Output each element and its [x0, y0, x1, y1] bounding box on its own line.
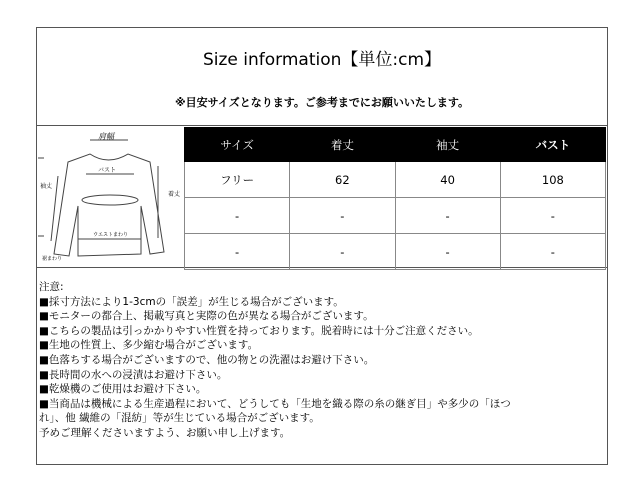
bust-label: バスト [98, 167, 117, 174]
table-cell: - [395, 198, 500, 234]
length-label: 着丈 [168, 191, 181, 198]
note-item: ■採寸方法により1-3cmの「誤差」が生じる場合がございます。 [39, 295, 344, 308]
notes-heading: 注意: [39, 281, 64, 293]
note-item: れ」、他 繊維の「混紡」等が生じている場合がございます。 [39, 412, 320, 425]
note-item: 予めご理解くださいますよう、お願い申し上げます。 [39, 426, 291, 439]
table-cell: 108 [500, 162, 605, 198]
table-cell: - [290, 198, 395, 234]
column-header: サイズ [185, 128, 290, 162]
table-cell: - [290, 234, 395, 270]
table-cell: - [185, 198, 290, 234]
sleeve-label: 袖丈 [40, 183, 53, 190]
note-item: ■当商品は機械による生産過程において、どうしても「生地を織る際の糸の継ぎ目」や多少の「ほつ [39, 397, 511, 410]
note-item: ■長時間の水への浸漬はお避け下さい。 [39, 368, 228, 381]
table-row [185, 234, 606, 270]
notes-section [39, 280, 605, 441]
column-header: 着丈 [290, 128, 395, 162]
hem-label: 裾まわり [42, 256, 63, 262]
waist-label: ウエストまわり [93, 232, 129, 238]
note-item: ■乾燥機のご使用はお避け下さい。 [39, 383, 207, 396]
table-cell: 40 [395, 162, 500, 198]
note-item: ■色落ちする場合がございますので、他の物との洗濯はお避け下さい。 [39, 353, 375, 366]
size-info-panel [36, 27, 608, 465]
garment-diagram [38, 126, 183, 266]
column-header: バスト [500, 128, 605, 162]
table-row [185, 198, 606, 234]
table-cell: 62 [290, 162, 395, 198]
table-header-row [185, 128, 606, 162]
note-item: ■モニターの都合上、掲載写真と実際の色が異なる場合がございます。 [39, 310, 374, 323]
table-cell: - [185, 234, 290, 270]
shoulder-label: 肩幅 [98, 132, 114, 141]
table-cell: フリー [185, 162, 290, 198]
note-item: ■生地の性質上、多少縮む場合がございます。 [39, 339, 259, 352]
page-title: Size information【単位:cm】 [202, 50, 442, 70]
note-item: ■こちらの製品は引っかかりやすい性質を持っております。脱着時には十分ご注意ください。 [39, 324, 479, 337]
table-cell: - [500, 234, 605, 270]
column-header: 袖丈 [395, 128, 500, 162]
size-table [184, 127, 606, 270]
table-cell: - [395, 234, 500, 270]
table-row [185, 162, 606, 198]
page-subtitle: ※目安サイズとなります。ご参考までにお願いいたします。 [174, 96, 470, 109]
table-cell: - [500, 198, 605, 234]
